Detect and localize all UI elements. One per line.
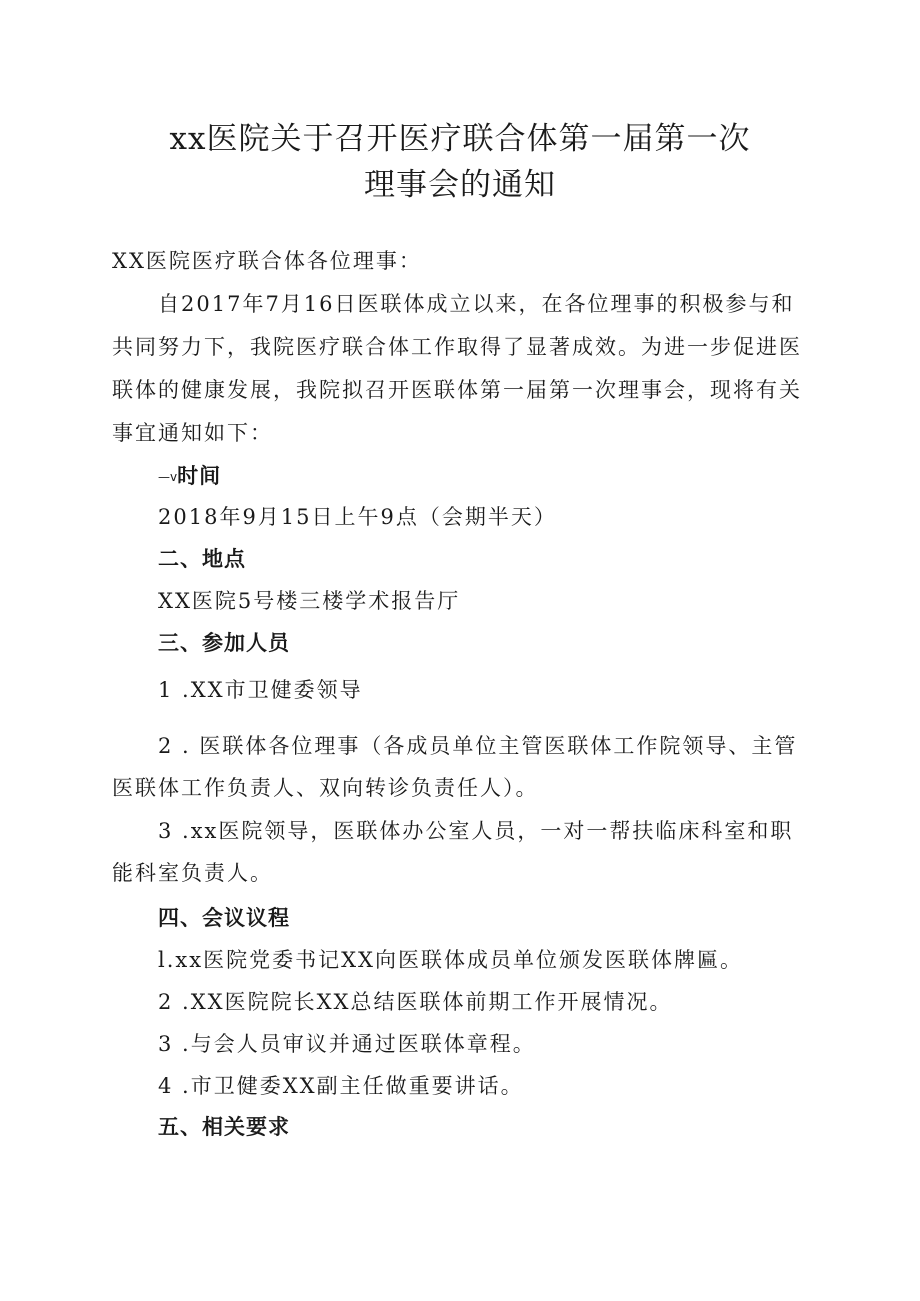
document-title-line-1: xx医院关于召开医疗联合体第一届第一次 (169, 121, 751, 157)
section-1-heading (158, 460, 221, 490)
intro-line-2: 共同努力下，我院医疗联合体工作取得了显著成效。为进一步促进医 (112, 335, 802, 359)
section-4-item-1: l.xx医院党委书记XX向医联体成员单位颁发医联体牌匾。 (158, 948, 743, 972)
section-3-item-3-line-2: 能科室负责人。 (112, 861, 273, 885)
section-3-item-2-line-1: 2 . 医联体各位理事（各成员单位主管医联体工作院领导、主管 (158, 734, 798, 758)
section-4-heading: 四、会议议程 (158, 906, 290, 930)
section-3-item-1: 1 .XX市卫健委领导 (158, 678, 363, 702)
section-4-item-2: 2 .XX医院院长XX总结医联体前期工作开展情况。 (158, 990, 673, 1014)
document-title-line-2: 理事会的通知 (364, 167, 556, 203)
section-4-item-4: 4 .市卫健委XX副主任做重要讲话。 (158, 1074, 524, 1098)
section-5-heading: 五、相关要求 (158, 1115, 290, 1139)
section-2-content: XX医院5号楼三楼学术报告厅 (158, 589, 461, 613)
section-3-item-3-line-1: 3 .xx医院领导，医联体办公室人员，一对一帮扶临床科室和职 (158, 819, 794, 843)
section-1-prefix: —v (158, 470, 178, 484)
intro-line-4: 事宜通知如下： (112, 421, 273, 445)
intro-line-1: 自2017年7月16日医联体成立以来，在各位理事的积极参与和 (158, 292, 795, 316)
section-1-content: 2018年9月15日上午9点（会期半天） (158, 505, 557, 529)
intro-line-3: 联体的健康发展，我院拟召开医联体第一届第一次理事会，现将有关 (112, 378, 802, 402)
section-2-heading: 二、地点 (158, 547, 246, 571)
section-4-item-3: 3 .与会人员审议并通过医联体章程。 (158, 1032, 536, 1056)
section-1-heading-text: 时间 (177, 464, 222, 488)
salutation: XX医院医疗联合体各位理事： (112, 249, 422, 273)
section-3-heading: 三、参加人员 (158, 631, 290, 655)
section-3-item-2-line-2: 医联体工作负责人、双向转诊负责任人）。 (112, 776, 539, 800)
